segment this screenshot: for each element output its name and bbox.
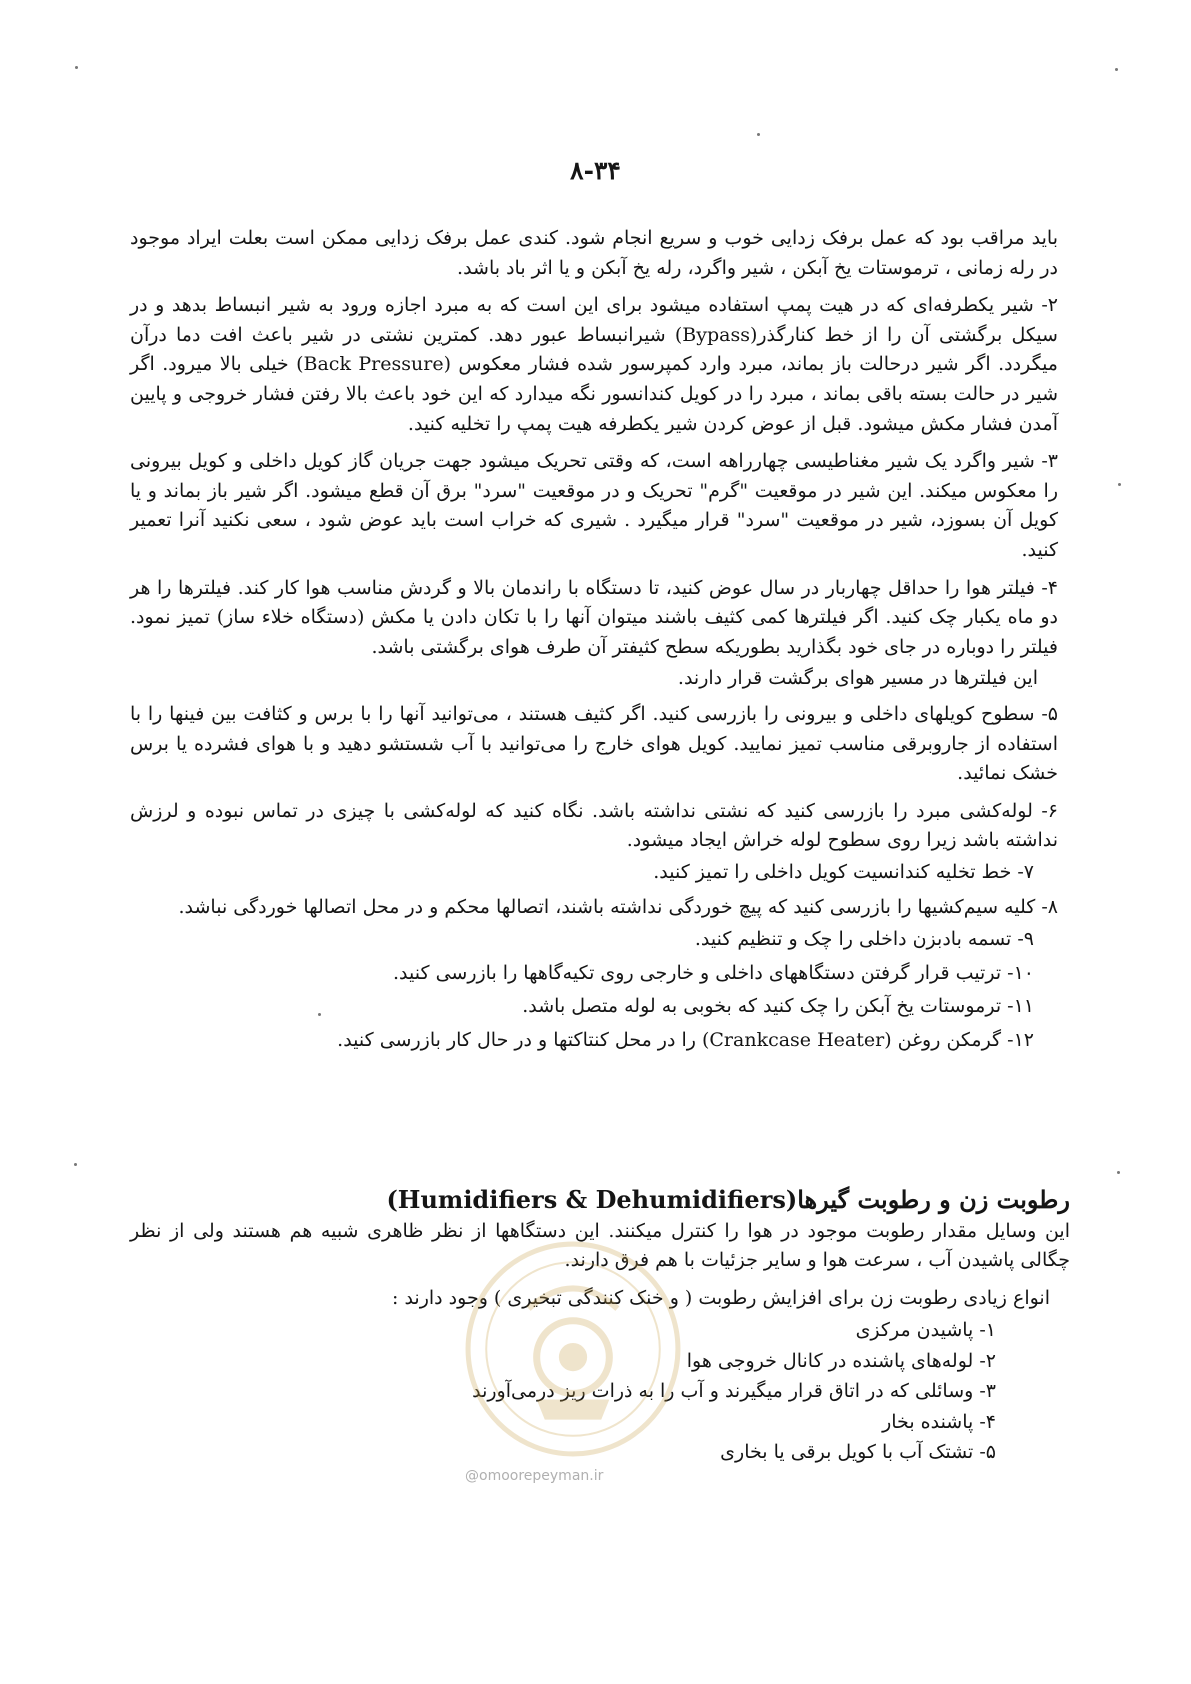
paragraph-refrigerant-piping: ۶- لوله‌کشی مبرد را بازرسی کنید که نشتی نداشته باشد. نگاه کنید که لوله‌کشی با چیزی در تماس نبوده و لرزش نداشته باشد زیرا روی سطوح لوله خراش ایجاد میشود. (130, 799, 1058, 852)
item-crankcase-heater: ۱۲- گرمکن روغن (Crankcase Heater) را در محل کنتاکتها و در حال کار بازرسی کنید. (337, 1028, 1034, 1051)
filter-note: این فیلترها در مسیر هوای برگشت قرار دارند. (677, 667, 1038, 690)
list-item: ۲- لوله‌های پاشنده در کانال خروجی هوا (686, 1349, 996, 1372)
paragraph-coils: ۵- سطوح کویلهای داخلی و بیرونی را بازرسی کنید. اگر کثیف هستند ، می‌توانید آنها را با برس و کثافت بین فینها را با استفاده از جاروبرقی مناسب تمیز نمایید. کویل هوای خارج را می‌توانید با آب شستشو دهید و با هوای فشرده یا برس خشک نمائید. (130, 702, 1058, 785)
scan-speck (75, 66, 78, 69)
scan-speck (74, 1163, 77, 1166)
item-defrost-thermostat: ۱۱- ترموستات یخ آبکن را چک کنید که بخوبی به لوله متصل باشد. (522, 995, 1034, 1018)
list-item: ۳- وسائلی که در اتاق قرار میگیرند و آب را به ذرات ریز درمی‌آورند (472, 1380, 996, 1403)
scan-speck (1118, 483, 1121, 486)
paragraph-air-filter: ۴- فیلتر هوا را حداقل چهاربار در سال عوض کنید، تا دستگاه با راندمان بالا و گردش مناسب هوا کار کند. فیلترها را هر دو ماه یکبار چک کنید. اگر فیلترها کمی کثیف باشند میتوان آنها را با تکان دادن یا مکش (دستگاه خلاء ساز) تمیز نمود. فیلتر را دوباره در جای خود بگذارید بطوریکه سطح کثیفتر آن طرف هوای برگشتی باشد. (130, 576, 1058, 658)
section-heading: رطوبت زن و رطوبت گیرها(Humidifiers & Dehumidifiers) (386, 1185, 1070, 1214)
item-fan-belt: ۹- تسمه بادبزن داخلی را چک و تنظیم کنید. (694, 928, 1034, 951)
watermark-url: @omoorepeyman.ir (465, 1468, 604, 1484)
item-condensate-drain: ۷- خط تخلیه کندانسیت کویل داخلی را تمیز کنید. (653, 860, 1034, 883)
page-number: ۸-۳۴ (570, 156, 621, 185)
scan-speck (1115, 68, 1118, 71)
scan-speck (318, 1013, 321, 1016)
paragraph-wiring: ۸- کلیه سیم‌کشیها را بازرسی کنید که پیچ خوردگی نداشته باشند، اتصالها محکم و در محل اتصالها خوردگی نباشد. (178, 896, 1058, 919)
list-item: ۴- پاشنده بخار (882, 1410, 996, 1433)
humidifier-types-list (130, 1315, 1070, 1468)
paragraph-check-valve: ۲- شیر یکطرفه‌ای که در هیت پمپ استفاده میشود برای این است که به مبرد اجازه ورود به شیر انبساط بدهد و در سیکل برگشتی آن را از خط کنارگذر(Bypass) شیرانبساط عبور دهد. کمترین نشتی در شیر باعث افت دما درآن میگردد. اگر شیر درحالت باز بماند، مبرد وارد کمپرسور شده فشار معکوس (Back Pressure) خیلی بالا میرود. اگر شیر در حالت بسته باقی بماند ، مبرد را در کویل کندانسور نگه میدارد که این خود باعث بالا رفتن فشار خروجی و پایین آمدن فشار مکش میشود. قبل از عوض کردن شیر یکطرفه هیت پمپ را تخلیه کنید. (130, 294, 1058, 435)
scan-speck (1117, 1171, 1120, 1174)
list-item: ۵- تشتک آب با کویل برقی یا بخاری (720, 1441, 996, 1464)
item-unit-supports: ۱۰- ترتیب قرار گرفتن دستگاههای داخلی و خارجی روی تکیه‌گاهها را بازرسی کنید. (393, 961, 1034, 984)
scan-speck (757, 133, 760, 136)
paragraph-defrost: باید مراقب بود که عمل برفک زدایی خوب و سریع انجام شود. کندی عمل برفک زدایی ممکن است بعلت ایراد موجود در رله زمانی ، ترموستات یخ آبکن ، شیر واگرد، رله یخ آبکن و یا اثر باد باشد. (130, 227, 1058, 279)
list-item: ۱- پاشیدن مرکزی (855, 1319, 996, 1342)
types-intro: انواع زیادی رطوبت زن برای افزایش رطوبت ( و خنک کنندگی تبخیری ) وجود دارند : (392, 1286, 1050, 1309)
section-intro: این وسایل مقدار رطوبت موجود در هوا را کنترل میکنند. این دستگاهها از نظر ظاهری شبیه هم هستند ولی از نظر چگالی پاشیدن آب ، سرعت هوا و سایر جزئیات با هم فرق دارند. (130, 1219, 1070, 1272)
maintenance-text (130, 224, 1058, 1059)
humidifiers-section (130, 1185, 1070, 1468)
paragraph-reversing-valve: ۳- شیر واگرد یک شیر مغناطیسی چهارراهه است، که وقتی تحریک میشود جهت جریان گاز کویل داخلی و کویل بیرونی را معکوس میکند. این شیر در موقعیت "گرم" تحریک و در موقعیت "سرد" برق آن قطع میشود. اگر شیر باز بماند و یا کویل آن بسوزد، شیر در موقعیت "سرد" قرار میگیرد . شیری که خراب است باید عوض شود ، سعی نکنید آنرا تعمیر کنید. (130, 450, 1058, 561)
